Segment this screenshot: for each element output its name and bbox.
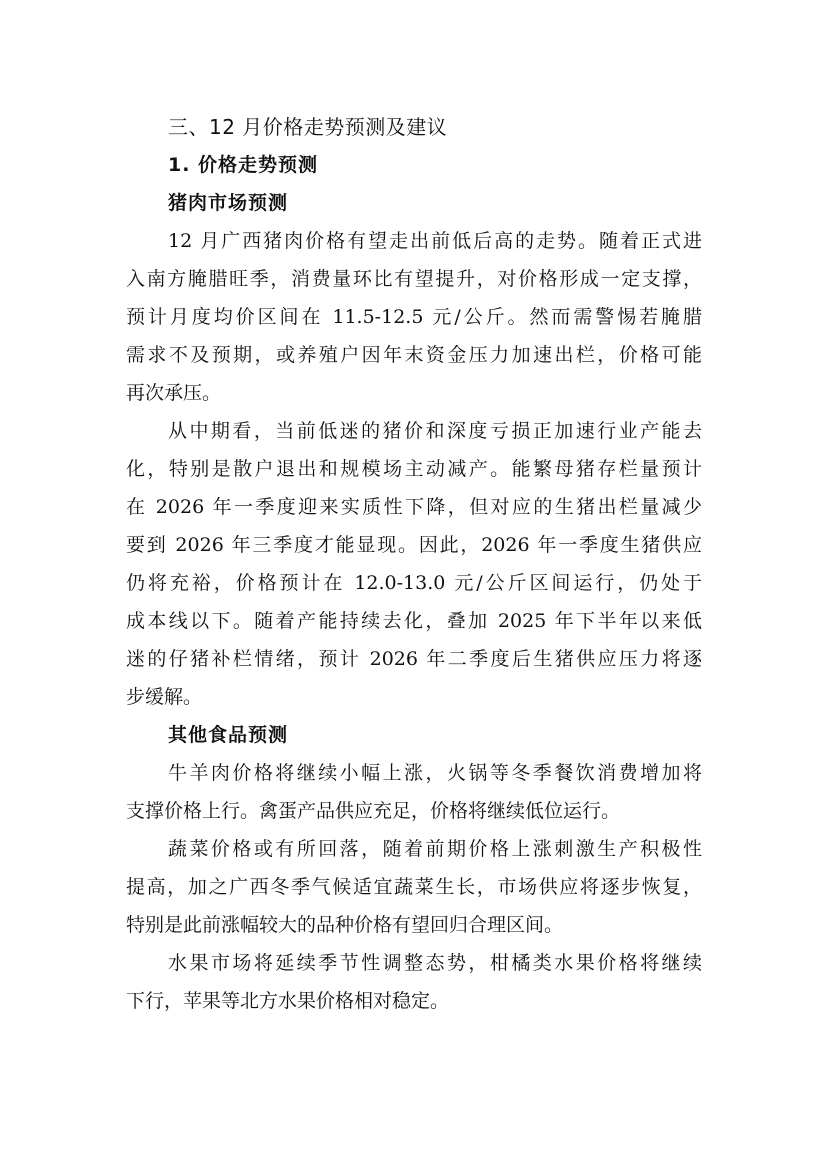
text-line: 成本线以下。随着产能持续去化，叠加 2025 年下半年以来低 — [126, 610, 702, 632]
text-line: 在 2026 年一季度迎来实质性下降，但对应的生猪出栏量减少 — [126, 496, 702, 518]
section-heading: 三、12 月价格走势预测及建议 — [168, 115, 448, 139]
pork-paragraph-1 — [126, 222, 702, 412]
text-line: 支撑价格上行。禽蛋产品供应充足，价格将继续低位运行。 — [126, 800, 621, 822]
subsection-heading: 1. 价格走势预测 — [168, 154, 319, 176]
text-line: 要到 2026 年三季度才能显现。因此，2026 年一季度生猪供应 — [126, 534, 702, 556]
text-line: 提高，加之广西冬季气候适宜蔬菜生长，市场供应将逐步恢复， — [126, 876, 702, 898]
pork-forecast-heading: 猪肉市场预测 — [168, 192, 289, 214]
text-line: 入南方腌腊旺季，消费量环比有望提升，对价格形成一定支撑， — [126, 268, 702, 290]
other-food-forecast-heading: 其他食品预测 — [168, 724, 289, 746]
text-line: 从中期看，当前低迷的猪价和深度亏损正加速行业产能去 — [168, 420, 702, 442]
text-line: 仍将充裕，价格预计在 12.0-13.0 元/公斤区间运行，仍处于 — [126, 572, 702, 594]
pork-paragraph-2 — [126, 412, 702, 716]
text-line: 预计月度均价区间在 11.5-12.5 元/公斤。然而需警惕若腌腊 — [126, 306, 702, 328]
other-paragraph-3 — [126, 944, 702, 1020]
text-line: 步缓解。 — [126, 686, 203, 708]
text-line: 下行，苹果等北方水果价格相对稳定。 — [126, 990, 450, 1012]
text-line: 化，特别是散户退出和规模场主动减产。能繁母猪存栏量预计 — [126, 458, 702, 480]
text-line: 水果市场将延续季节性调整态势，柑橘类水果价格将继续 — [168, 952, 702, 974]
text-line: 12 月广西猪肉价格有望走出前低后高的走势。随着正式进 — [168, 230, 702, 252]
text-line: 牛羊肉价格将继续小幅上涨，火锅等冬季餐饮消费增加将 — [168, 762, 702, 784]
text-line: 蔬菜价格或有所回落，随着前期价格上涨刺激生产积极性 — [168, 838, 702, 860]
other-paragraph-2 — [126, 830, 702, 944]
page-content — [126, 108, 702, 1020]
other-paragraph-1 — [126, 754, 702, 830]
text-line: 迷的仔猪补栏情绪，预计 2026 年二季度后生猪供应压力将逐 — [126, 648, 702, 670]
text-line: 需求不及预期，或养殖户因年末资金压力加速出栏，价格可能 — [126, 344, 702, 366]
text-line: 特别是此前涨幅较大的品种价格有望回归合理区间。 — [126, 914, 564, 936]
text-line: 再次承压。 — [126, 382, 222, 404]
